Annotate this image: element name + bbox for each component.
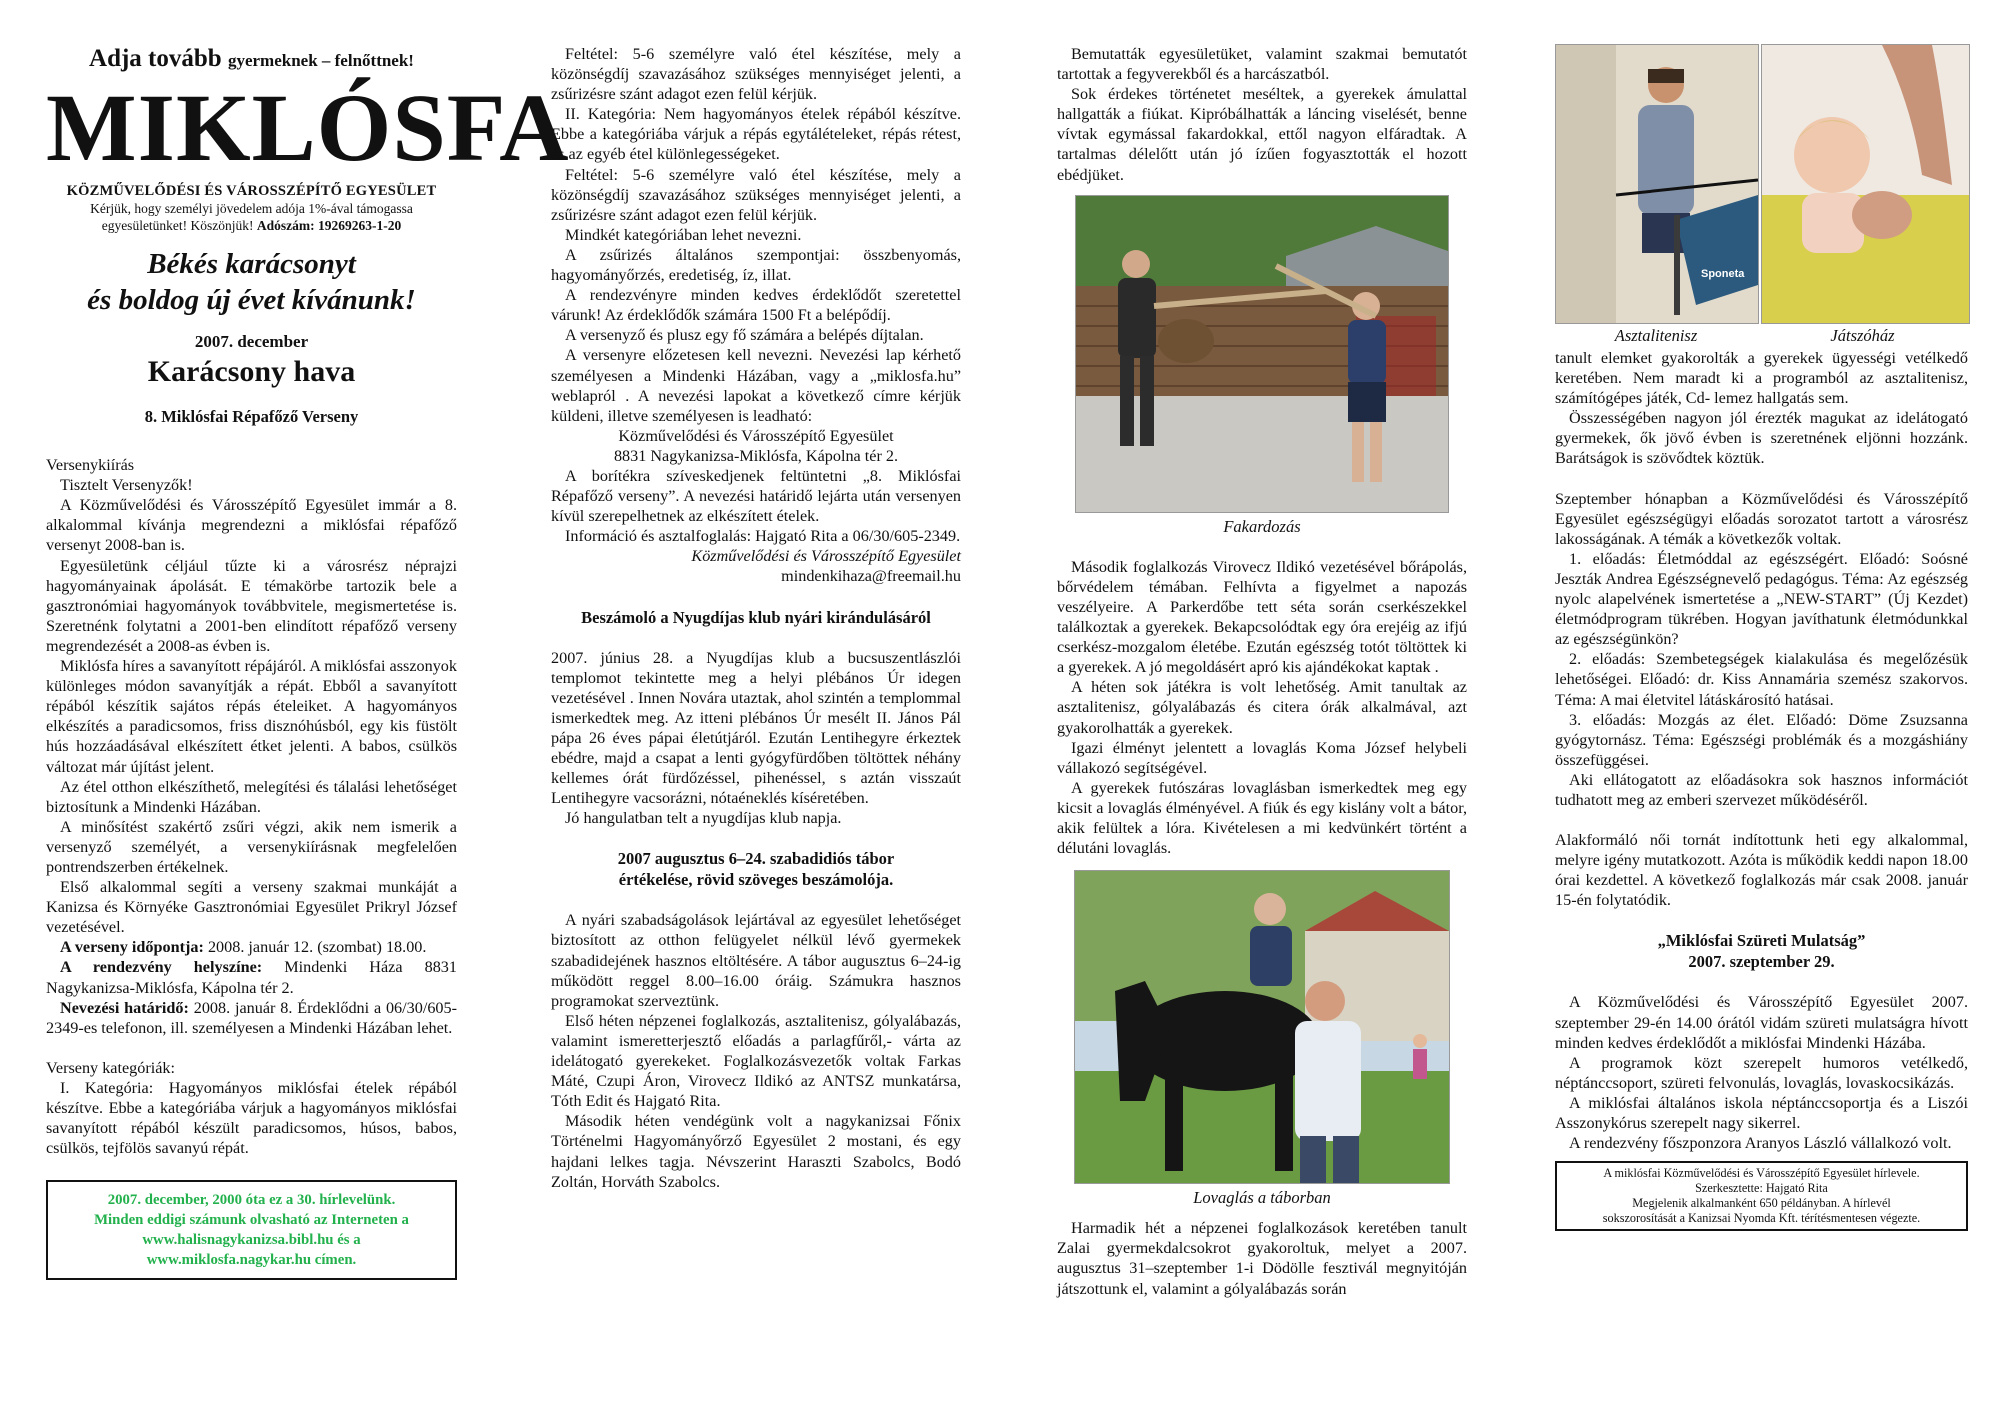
address-line: 8831 Nagykanizsa-Miklósfa, Kápolna tér 2. xyxy=(613,446,899,465)
notice-link[interactable]: www.halisnagykanizsa.bibl.hu és a xyxy=(142,1232,361,1249)
value: 2008. január 8. Érdeklődni a 06/30/605-2349-es telefonon, ill. személyesen a Mindenki Házában lehet. xyxy=(46,998,458,1037)
title-line: 2007. szeptember 29. xyxy=(1688,952,1835,972)
paragraph: Mindkét kategóriában lehet nevezni. xyxy=(565,225,802,244)
support-thanks: egyesületünket! Köszönjük! xyxy=(101,218,254,233)
greeting-line-2: és boldog új évet kívánunk! xyxy=(87,284,416,316)
paragraph: Első héten népzenei foglalkozás, asztalitenisz, gólyalábazás, valamint ismeretterjesztő előadás a parlagfűről,- várta az idelátogató gyerekeket. Foglalkozásvezetők voltak Farkas Máté, Czupi Áron, Virovecz Ildikó az ANTSZ munkatársa, Tóth Edit és Hajgató Rita. xyxy=(551,1011,961,1111)
paragraph: Második héten vendégünk volt a nagykanizsai Főnix Történelmi Hagyományőrző Egyesület 2 mostani, és egy hajdani lelkes tagja. Névszerint Haraszti Szabolcs, Bodó Zoltán, Horváth Szabolcs. xyxy=(551,1112,961,1191)
paragraph: Igazi élményt jelentett a lovaglás Koma József helybeli vállakozó segítségével. xyxy=(1057,738,1467,777)
paragraph: Bemutatták egyesületüket, valamint szakmai bemutatót tartottak a fegyverekből és a harcászatból. xyxy=(1057,45,1467,84)
paragraph: Az étel otthon elkészíthető, melegítési és tálalási lehetőséget biztosítunk a Mindenki Házában. xyxy=(46,777,457,816)
imprint-line: Szerkesztette: Hajgató Rita xyxy=(1695,1181,1828,1196)
paragraph: Első alkalommal segíti a verseny szakmai munkáját a Kanizsa és Környéke Gasztronómiai Egyesület Prikryl József vezetésével. xyxy=(46,878,457,937)
competition-place xyxy=(46,957,457,997)
greeting-line-1: Békés karácsonyt xyxy=(147,248,356,280)
playhouse-image xyxy=(1762,45,1969,323)
column-1 xyxy=(46,44,570,1280)
imprint-box xyxy=(1555,1161,1968,1231)
paragraph: A rendezvény főszponzora Aranyos László vállalkozó volt. xyxy=(1569,1134,1952,1153)
paragraph: Szeptember hónapban a Közművelődési és Városszépítő Egyesület egészségügyi előadás sorozatot tartott a városrész lakosságának. A témák a következők voltak. xyxy=(1555,489,1968,548)
label: A verseny időpontja: xyxy=(60,938,204,957)
paragraph: A versenyre előzetesen kell nevezni. Nevezési lap kérhető személyesen a Mindenki Házában, vagy a „miklosfa.hu” weblapról . A nevezési lapokat a következő címre kérjük küldeni, illetve személyesen is leadható: xyxy=(551,346,961,425)
signature-org: Közművelődési és Városszépítő Egyesület xyxy=(691,547,961,566)
imprint-line: sokszorosítását a Kanizsai Nyomda Kft. térítésmentesen végezte. xyxy=(1602,1211,1921,1226)
paragraph: Miklósfa híres a savanyított répájáról. A miklósfai asszonyok különleges módon savanyítják a répát. Ebből a savanyított répából készítik sajátos répás ételeiket. A hagyományos elkészítés a paradicsomos, friss disznóhúsból, egy kis füstölt hús hozzáadásával elkészített étket jelenti. A babos, csülkös változat már újítást jelent. xyxy=(46,657,457,776)
paragraph: A miklósfai általános iskola néptánccsoportja és a Liszói Asszonykórus szerepelt nagy sikerrel. xyxy=(1555,1093,1968,1132)
paragraph: A minősítést szakértő zsűri végzi, akik nem ismerik a versenyző személyét, a versenykiírásnak megfelelően pontrendszerben értékelnek. xyxy=(46,817,457,876)
paragraph: Egyesületünk céljául tűzte ki a városrész néprajzi hagyományainak ápolását. E témakörbe tartozik bele a gasztronómiai hagyományok továbbvitele, megismertetése is. Szeretnénk folytatni a 2001-ben elindított répafőző verseny megrendezését a 2008-as évben is. xyxy=(46,556,457,655)
paragraph: A rendezvényre minden kedves érdeklődőt szeretettel várunk! Az érdeklődők számára 1500 Ft a belépődíj. xyxy=(551,286,961,325)
paragraph: II. Kategória: Nem hagyományos ételek répából készítve. Ebbe a kategóriába várjuk a répás egytálételeket, répás rétest, és az egyéb étel különlegességeket. xyxy=(551,105,961,164)
masthead-title: MIKLÓSFA xyxy=(46,74,570,181)
photo-caption: Asztalitenisz xyxy=(1614,326,1698,345)
title-line: 2007 augusztus 6–24. szabadidiós tábor xyxy=(617,849,895,869)
photo-caption: Lovaglás a táborban xyxy=(1193,1188,1331,1208)
imprint-line: A miklósfai Közművelődési és Városszépítő Egyesület hírlevele. xyxy=(1603,1166,1920,1181)
value: 2008. január 12. (szombat) 18.00. xyxy=(207,938,427,957)
photo-playhouse xyxy=(1761,44,1970,324)
signature-email[interactable]: mindenkihaza@freemail.hu xyxy=(781,567,961,586)
imprint-line: Megjelenik alkalmanként 650 példányban. A hírlevél xyxy=(1632,1196,1891,1211)
label: Nevezési határidő: xyxy=(60,998,189,1017)
photo-captions-row xyxy=(1555,324,1968,348)
paragraph: Információ és asztalfoglalás: Hajgató Rita a 06/30/605-2349. xyxy=(565,527,961,546)
title-line: „Miklósfai Szüreti Mulatság” xyxy=(1657,931,1866,951)
column-4 xyxy=(1555,44,1968,1231)
issue-date: 2007. december xyxy=(194,332,309,351)
paragraph: Sok érdekes történetet meséltek, a gyerekek ámulattal hallgatták a fiúkat. Kipróbálhatták a láncing viselését, benne vívtak egymással fakardokkal, ettől nagyon elfáradtak. A tartalmas délelőtt után jó ízűen fogyasztották el hozott ebédjüket. xyxy=(1057,85,1467,184)
section-title-harvest xyxy=(1555,930,1968,972)
title-line: értékelése, rövid szöveges beszámolója. xyxy=(618,870,894,890)
paragraph: A Közművelődési és Városszépítő Egyesület immár a 8. alkalommal kívánja megrendezni a miklósfai répafőző versenyt 2008-ban is. xyxy=(46,496,457,555)
support-line-1: Kérjük, hogy személyi jövedelem adója 1%-ával támogassa xyxy=(90,201,413,216)
competition-deadline xyxy=(46,998,457,1038)
paragraph: 2007. június 28. a Nyugdíjas klub a bucsuszentlászlói templomot tekintette meg a helyi plébános Úr idegen vezetésével . Innen Novára utaztak, ahol szintén a templommal ismerkedtek meg. Az itteni plébános Úr mesélt II. János Pál pápa 26 éves pápai életútjáról. Ezután Lentihegyre érkeztek ebédre, majd a csapat a lenti gyógyfürdőben töltöttek néhány kellemes órát fürdőzéssel, pihenéssel, s aztán visszaút Lentihegyre vacsorázni, nótaéneklés kíséretében. xyxy=(551,648,961,808)
column-2 xyxy=(551,44,961,1192)
photo-caption: Fakardozás xyxy=(1223,516,1301,536)
paragraph: Harmadik hét a népzenei foglalkozások keretében tanult Zalai gyermekdalcsokrot gyakoroltuk, melyet a 2007. augusztus 31–szeptember 1-i Dödölle fesztivál megnyitóján játszottunk el, valamint a gólyalábazás során xyxy=(1057,1219,1467,1298)
table-tennis-image xyxy=(1556,45,1758,323)
photo-row xyxy=(1555,44,1968,324)
value: Mindenki Háza 8831 Nagykanizsa-Miklósfa, Kápolna tér 2. xyxy=(46,958,457,997)
internet-notice-box xyxy=(46,1180,457,1280)
tagline xyxy=(46,44,457,76)
paragraph: I. Kategória: Hagyományos miklósfai ételek répából készítve. Ebbe a kategóriába várjuk a hagyományos miklósfai savanyított répából készült paradicsomos, húsos, babos, csülkös, tejfölös savanyú répát. xyxy=(46,1078,457,1158)
issue-month-title: Karácsony hava xyxy=(147,355,356,389)
paragraph: Tisztelt Versenyzők! xyxy=(60,476,193,495)
paragraph: 3. előadás: Mozgás az élet. Előadó: Döme Zsuzsanna gyógytornász. Téma: Egészségi problémák és a mozgáshiány összefüggései. xyxy=(1555,710,1968,769)
tax-id: Adószám: 19269263-1-20 xyxy=(256,218,402,233)
paragraph: Jó hangulatban telt a nyugdíjas klub napja. xyxy=(565,809,842,828)
sword-fight-image xyxy=(1076,196,1448,512)
paragraph: Összességében nagyon jól érezték magukat az idelátogató gyermekek, ők jövő évben is szeretnének eljönni hozzánk. Barátságok is szövődtek köztük. xyxy=(1555,409,1968,468)
section-title-camp xyxy=(551,848,961,890)
table-brand-label: Sponeta xyxy=(1701,268,1745,280)
paragraph: Második foglalkozás Virovecz Ildikó vezetésével bőrápolás, bőrvédelem témában. Felhívta a figyelmet a napozás veszélyeire. A Parkerdőbe tett séta során cserkészekkel találkoztak a gyerekek. Bekapcsolódtak egy óra erejéig az ifjú cserkész-mozgalom életébe. Ezután egészség totót töltöttek ki a gyerekek. A jó megoldásért apró kis ajándékokat kaptak . xyxy=(1057,557,1467,677)
paragraph: 2. előadás: Szembetegségek kialakulása és megelőzésük lehetőségei. Előadó: dr. Kiss Annamária szemész szakorvos. Téma: A mai életvitel látáskárosító hatásai. xyxy=(1555,650,1968,709)
paragraph: A versenyző és plusz egy fő számára a belépés díjtalan. xyxy=(565,326,924,345)
paragraph: A zsűrizés általános szempontjai: összbenyomás, hagyományőrzés, eredetiség, íz, illat. xyxy=(551,245,961,285)
competition-time xyxy=(46,937,457,957)
paragraph: Versenykiírás xyxy=(46,456,135,475)
photo-caption: Játszóház xyxy=(1830,326,1895,345)
paragraph: A borítékra szíveskedjenek feltüntetni „8. Miklósfai Répafőző verseny”. A nevezési határidő lejárta után versenyen kívül szerepelhetnek az elkészített ételek. xyxy=(551,466,961,526)
paragraph: Feltétel: 5-6 személyre való étel készítése, mely a közönségdíj szavazásához szükséges mennyiséget jelenti, a zsűrizésre szánt adagot ezen felül kérjük. xyxy=(551,45,961,104)
tagline-big: Adja tovább xyxy=(89,45,222,72)
support-line-2 xyxy=(46,217,457,234)
notice-line: 2007. december, 2000 óta ez a 30. hírlevelünk. xyxy=(107,1192,396,1209)
paragraph: A nyári szabadságolások lejártával az egyesület lehetőséget biztosított az otthon felügyelet nélkül lévő gyermekek szabadidejének hasznos eltöltésére. A tábor augusztus 6–24-ig működött reggel 8.00–16.00 óráig. Számukra hasznos programokat szerveztünk. xyxy=(551,911,961,1010)
paragraph: A gyerekek futószáras lovaglásban ismerkedtek meg egy kicsit a lovaglás élményével. A fiúk és egy kislány volt a bátor, akik felültek a lóra. Kivételesen a mi kedvünkért történt a délutáni lovaglás. xyxy=(1057,778,1467,858)
photo-table-tennis xyxy=(1555,44,1759,324)
paragraph: Verseny kategóriák: xyxy=(46,1058,176,1077)
paragraph: 1. előadás: Életmóddal az egészségért. Előadó: Soósné Jeszták Andrea Egészségnevelő pedagógus. Téma: Az egészség nyolc alapelvének ismertetése a „NEW-START” (Új Kezdet) életmódprogram tükrében. Hogyan javíthatunk életmódunkkal az egészségünkön? xyxy=(1555,549,1968,649)
paragraph: A Közművelődési és Városszépítő Egyesület 2007. szeptember 29-én 14.00 órától vidám szüreti mulatságra hívott minden kedves érdeklődőt a miklósfai Mindenki Házába. xyxy=(1555,993,1968,1052)
paragraph: Aki ellátogatott az előadásokra sok hasznos információt tudhatott meg az emberi szervezet működéséről. xyxy=(1555,770,1968,809)
paragraph: A programok közt szerepelt humoros vetélkedő, néptánccsoport, szüreti felvonulás, lovaglás, lovaskocsikázás. xyxy=(1555,1053,1968,1092)
tagline-small: gyermeknek – felnőttnek! xyxy=(227,51,414,70)
section-title-trip: Beszámoló a Nyugdíjas klub nyári kirándulásáról xyxy=(581,607,931,627)
notice-line: Minden eddigi számunk olvasható az Interneten a xyxy=(94,1212,409,1229)
section-title-competition: 8. Miklósfai Répafőző Verseny xyxy=(144,407,359,427)
paragraph: tanult elemket gyakorolták a gyerekek ügyességi vetélkedő keretében. Nem maradt ki a programból az asztalitenisz, számítógépes játék, Cd- lemez hallgatás sem. xyxy=(1555,349,1968,408)
org-name: KÖZMŰVELŐDÉSI ÉS VÁROSSZÉPÍTŐ EGYESÜLET xyxy=(66,183,437,199)
paragraph: Alakformáló női tornát indítottunk heti egy alkalommal, melyre igény mutatkozott. Azóta is működik keddi napon 18.00 órai kezdettel. A következő foglalkozás már csak 2008. január 15-én folytatódik. xyxy=(1555,831,1968,910)
column-3 xyxy=(1057,44,1467,1299)
photo-horse-riding xyxy=(1074,870,1450,1184)
paragraph: Feltétel: 5-6 személyre való étel készítése, mely a közönségdíj szavazásához szükséges mennyiséget jelenti, a zsűrizésre szánt adagot ezen felül kérjük. xyxy=(551,165,961,224)
paragraph: A héten sok játékra is volt lehetőség. Amit tanultak az asztalitenisz, gólyalábazás és citera órák alkalmával, azt gyakorolhatták a gyerekek. xyxy=(1057,678,1467,737)
horse-riding-image xyxy=(1075,871,1449,1183)
notice-link[interactable]: www.miklosfa.nagykar.hu címen. xyxy=(146,1252,357,1269)
label: A rendezvény helyszíne: xyxy=(60,958,263,977)
photo-sword-fight xyxy=(1075,195,1449,513)
address-line: Közművelődési és Városszépítő Egyesület xyxy=(618,426,894,445)
